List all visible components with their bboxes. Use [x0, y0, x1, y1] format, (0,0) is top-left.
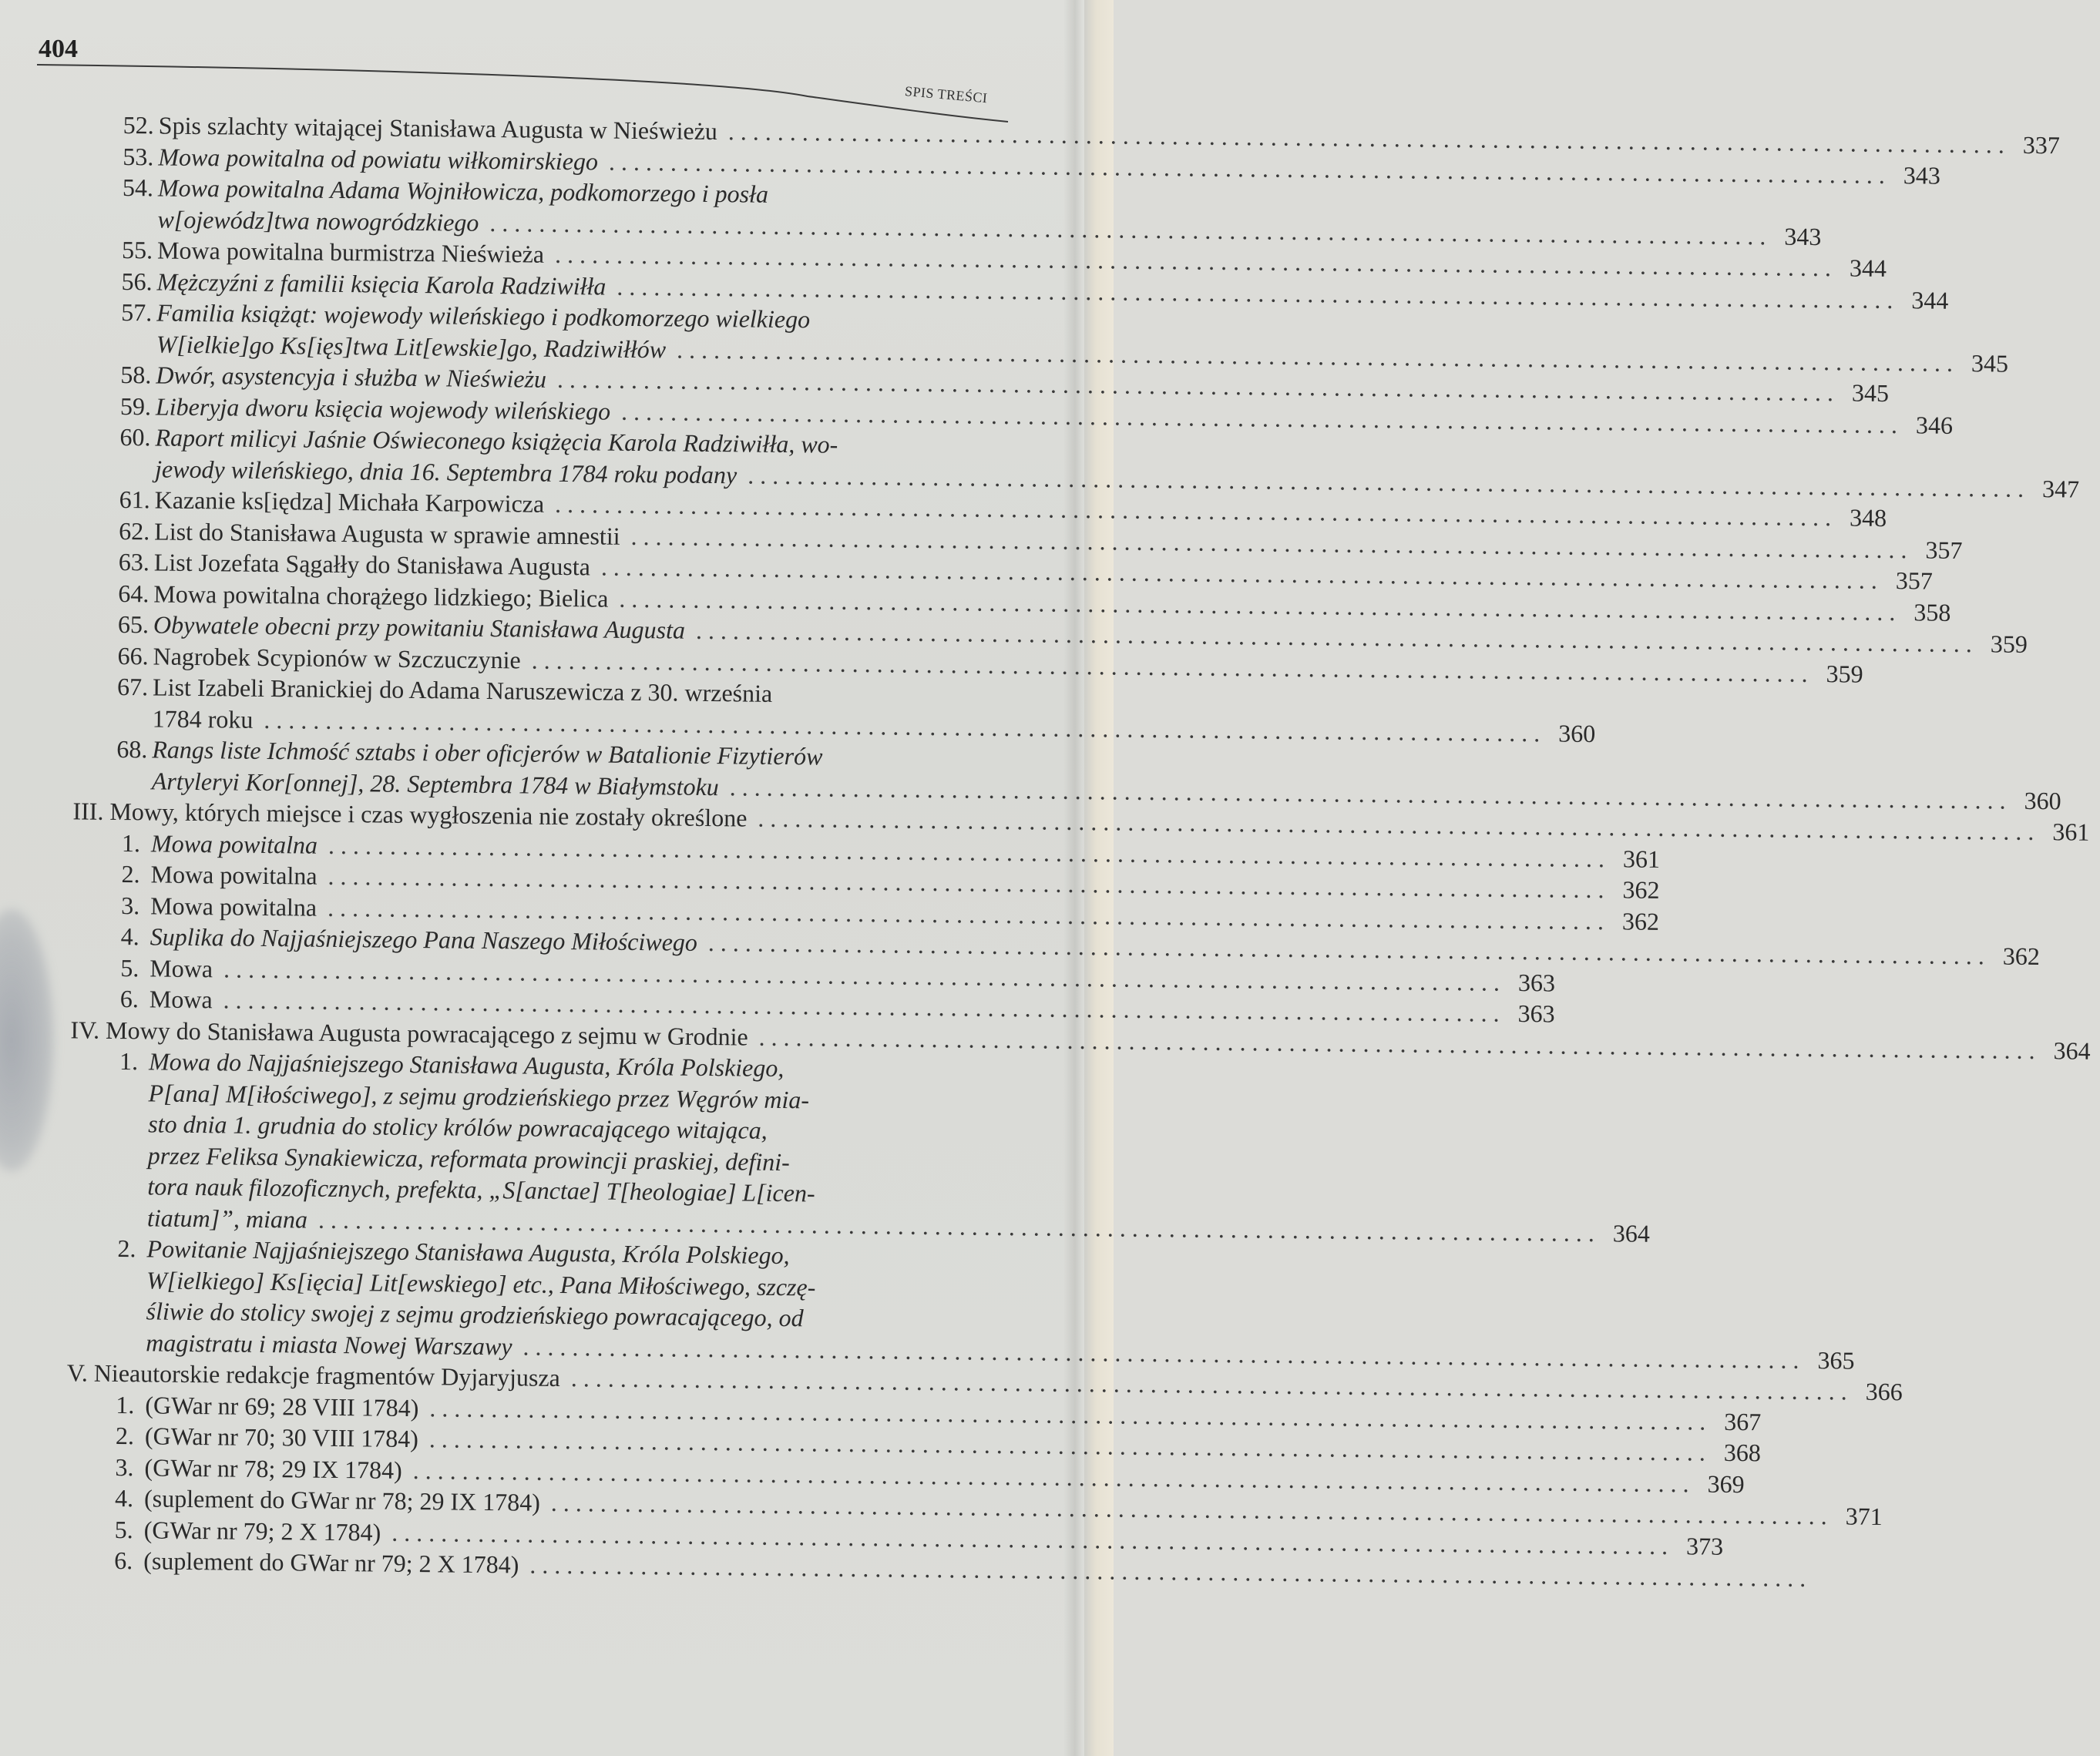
- toc-entry[interactable]: [116, 734, 2061, 814]
- toc-entry-title-line: Raport milicyi Jaśnie Oświeconego książęcia Karola Radziwiłła, wo-: [155, 423, 838, 458]
- toc-entry-number: 59.: [119, 391, 152, 420]
- toc-page-number[interactable]: 361: [1622, 844, 1661, 873]
- running-head: SPIS TREŚCI: [904, 83, 989, 106]
- toc-entry-number: 67.: [116, 672, 149, 701]
- toc-entry-title: [146, 1233, 1856, 1375]
- toc-entry[interactable]: [116, 1233, 1855, 1375]
- toc-entry-number: 57.: [121, 297, 153, 327]
- toc-entry-title-line: (GWar nr 79; 2 X 1784): [143, 1515, 381, 1546]
- toc-entry-number: 66.: [117, 641, 149, 670]
- toc-entry-number: 3.: [120, 891, 140, 919]
- toc-entry-title-line: przez Feliksa Synakiewicza, reformata prowincji praskiej, defini-: [147, 1140, 790, 1176]
- toc-page-number[interactable]: 368: [1723, 1438, 1762, 1467]
- toc-entry-title-line: Nieautorskie redakcje fragmentów Dyjaryjusza: [93, 1358, 561, 1392]
- toc-page-number[interactable]: 360: [2024, 786, 2061, 814]
- toc-page-number[interactable]: 365: [1817, 1345, 1855, 1375]
- toc-page-number[interactable]: 345: [1971, 348, 2009, 378]
- toc-entry-title: [147, 1046, 1651, 1248]
- toc-page-number[interactable]: 369: [1707, 1469, 1745, 1498]
- toc-page-number[interactable]: 364: [2053, 1036, 2091, 1065]
- toc-entry-title-line: Mężczyźni z familii księcia Karola Radziwiłła: [156, 267, 606, 301]
- toc-entry-number: 63.: [118, 547, 150, 576]
- toc-entry-number: 1.: [116, 1390, 135, 1419]
- toc-entry-title-line: Powitanie Najjaśniejszego Stanisława Augusta, Króla Polskiego,: [146, 1234, 790, 1270]
- toc-entry-number: 3.: [115, 1452, 134, 1481]
- toc-page-number[interactable]: 358: [1914, 597, 1951, 626]
- toc-entry-number: 4.: [120, 922, 139, 951]
- toc-entry-number: 2.: [115, 1421, 135, 1450]
- toc-entry-title-line: Mowa: [149, 985, 213, 1014]
- toc-page-number[interactable]: 343: [1784, 222, 1822, 250]
- toc-page-number[interactable]: 362: [1622, 875, 1660, 904]
- toc-entry-title-line: (GWar nr 69; 28 VIII 1784): [145, 1390, 419, 1422]
- toc-entry-title-line: Rangs liste Ichmość sztabs i ober oficjerów w Batalionie Fizytierów: [152, 735, 823, 771]
- table-of-contents: [66, 109, 2091, 1586]
- toc-entry-title-line: Mowa powitalna: [150, 891, 318, 922]
- toc-entry-number: III.: [72, 797, 104, 825]
- toc-entry-title-line: Mowa powitalna chorążego lidzkiego; Bielica: [153, 579, 609, 613]
- toc-entry-title-line: Mowa powitalna Adama Wojniłowicza, podkomorzego i posła: [157, 173, 769, 208]
- toc-entry-title-line: List do Stanisława Augusta w sprawie amnestii: [154, 516, 620, 550]
- toc-entry-number: 6.: [114, 1546, 133, 1575]
- toc-entry-title-line: P[ana] M[iłościwego], z sejmu grodzieńskiego przez Węgrów mia-: [148, 1078, 810, 1113]
- toc-page-number[interactable]: 364: [1612, 1218, 1651, 1247]
- toc-page-number[interactable]: 345: [1851, 378, 1890, 408]
- toc-entry-title-line: Nagrobek Scypionów w Szczuczynie: [153, 641, 521, 673]
- toc-page-number[interactable]: 360: [1558, 719, 1596, 747]
- toc-entry-title-line: tora nauk filozoficznych, prefekta, „S[anctae] T[heologiae] L[icen-: [147, 1172, 815, 1207]
- toc-entry-title-line: W[ielkie]go Ks[ięs]twa Lit[ewskie]go, Radziwiłłów: [156, 329, 667, 363]
- toc-entry-number: 5.: [120, 953, 139, 982]
- toc-page-number[interactable]: 346: [1915, 410, 1954, 439]
- toc-entry-title-line: Dwór, asystencyja i służba w Nieświeżu: [156, 361, 547, 393]
- toc-page-number[interactable]: 359: [1826, 659, 1863, 688]
- toc-page-number[interactable]: 363: [1517, 999, 1555, 1028]
- toc-page-number[interactable]: 359: [1990, 630, 2028, 658]
- toc-entry-title-line: sto dnia 1. grudnia do stolicy królów powracającego witająca,: [148, 1110, 768, 1144]
- toc-entry-title-line: 1784 roku: [152, 703, 254, 734]
- toc-page-number[interactable]: 362: [1621, 906, 1660, 935]
- toc-entry-title-line: Obywatele obecni przy powitaniu Stanisława Augusta: [153, 610, 686, 644]
- toc-entry-title-line: jewody wileńskiego, dnia 16. Septembra 1784 roku podany: [154, 454, 738, 489]
- toc-entry-title-line: Mowa powitalna burmistrza Nieświeża: [156, 236, 545, 268]
- toc-entry-number: 53.: [123, 142, 154, 170]
- toc-entry-title-line: (suplement do GWar nr 79; 2 X 1784): [143, 1546, 519, 1579]
- toc-page-number[interactable]: 367: [1724, 1407, 1762, 1435]
- toc-entry-title-line: Liberyja dworu księcia wojewody wileńskiego: [155, 391, 611, 425]
- toc-page-number[interactable]: 362: [2002, 942, 2041, 971]
- toc-entry-number: 68.: [116, 734, 148, 764]
- toc-entry-title-line: tiatum]”, miana: [146, 1203, 308, 1234]
- toc-entry-number: 2.: [117, 1234, 136, 1263]
- toc-page-number[interactable]: 363: [1517, 968, 1556, 997]
- toc-entry-number: 56.: [121, 267, 153, 295]
- toc-entry[interactable]: [116, 671, 1596, 747]
- toc-entry-title-line: List Izabeli Branickiej do Adama Naruszewicza z 30. września: [152, 673, 773, 707]
- toc-entry-title-line: Mowa do Najjaśniejszego Stanisława Augusta, Króla Polskiego,: [148, 1047, 785, 1083]
- toc-page-number[interactable]: 348: [1849, 503, 1887, 532]
- finger-shadow: [0, 909, 54, 1171]
- toc-page-number[interactable]: 366: [1865, 1377, 1903, 1406]
- toc-entry[interactable]: [118, 1046, 1651, 1247]
- toc-entry-number: 4.: [114, 1483, 134, 1513]
- toc-page-number[interactable]: 357: [1895, 566, 1934, 595]
- toc-entry-title-line: (GWar nr 70; 30 VIII 1784): [144, 1422, 419, 1453]
- toc-entry-title-line: Suplika do Najjaśniejszego Pana Naszego Miłościwego: [150, 922, 698, 956]
- toc-entry-number: 54.: [122, 173, 154, 202]
- toc-entry-title-line: (GWar nr 78; 29 IX 1784): [144, 1452, 402, 1484]
- toc-page-number[interactable]: 373: [1685, 1531, 1724, 1560]
- toc-page-number[interactable]: 361: [2052, 818, 2090, 846]
- toc-page-number[interactable]: [1813, 1586, 1861, 1587]
- toc-entry-number: 65.: [117, 609, 150, 639]
- toc-entry-number: 52.: [123, 110, 154, 139]
- toc-entry-title-line: Familia książąt: wojewody wileńskiego i podkomorzego wielkiego: [156, 298, 811, 334]
- toc-entry-number: 5.: [114, 1515, 133, 1543]
- toc-entry-number: 1.: [119, 1047, 139, 1076]
- toc-entry-number: IV.: [70, 1015, 100, 1044]
- toc-entry-number: 2.: [121, 860, 140, 888]
- toc-page-number[interactable]: 371: [1845, 1502, 1883, 1531]
- toc-entry-number: 6.: [119, 985, 139, 1013]
- toc-entry-number: 60.: [119, 422, 151, 452]
- toc-entry-title-line: Mowy do Stanisława Augusta powracającego z sejmu w Grodnie: [105, 1016, 748, 1051]
- toc-page-number[interactable]: 343: [1903, 160, 1941, 190]
- toc-entry-number: 58.: [120, 360, 152, 389]
- toc-entry-number: 61.: [119, 485, 150, 514]
- toc-entry-title-line: w[ojewódz]twa nowogródzkiego: [157, 204, 479, 237]
- toc-page-number[interactable]: 347: [2041, 474, 2080, 503]
- page-number: 404: [39, 35, 78, 63]
- toc-entry-title-line: Mowa powitalna: [150, 828, 318, 859]
- toc-entry-number: V.: [66, 1358, 89, 1387]
- toc-page-number[interactable]: 344: [1849, 253, 1887, 282]
- toc-entry-title-line: Artyleryi Kor[onnej], 28. Septembra 1784 w Białymstoku: [151, 766, 719, 801]
- toc-entry-title-line: Mowy, których miejsce i czas wygłoszenia nie zostały określone: [109, 797, 748, 832]
- toc-entry-title-line: Mowa powitalna: [150, 860, 318, 890]
- toc-entry-number: 1.: [121, 828, 141, 857]
- toc-entry-title-line: (suplement do GWar nr 78; 29 IX 1784): [143, 1484, 541, 1516]
- toc-entry-title-line: Mowa powitalna od powiatu wiłkomirskiego: [158, 142, 599, 175]
- toc-entry-title-line: śliwie do stolicy swojej z sejmu grodzieńskiego powracającego, od: [146, 1297, 804, 1332]
- toc-entry-title-line: List Jozefata Sągałły do Stanisława Augusta: [153, 548, 591, 581]
- toc-entry-number: 64.: [118, 579, 150, 607]
- toc-page-number[interactable]: 357: [1925, 536, 1963, 564]
- toc-page-number[interactable]: 337: [2022, 130, 2061, 159]
- toc-page-number[interactable]: 344: [1911, 285, 1949, 314]
- toc-entry-title-line: magistratu i miasta Nowej Warszawy: [146, 1328, 512, 1360]
- toc-entry-title-line: Spis szlachty witającej Stanisława Augusta w Nieświeżu: [158, 111, 718, 146]
- toc-entry-number: 62.: [119, 516, 150, 545]
- toc-entry-title-line: Kazanie ks[iędza] Michała Karpowicza: [154, 485, 545, 518]
- toc-entry-number: 55.: [121, 235, 153, 264]
- toc-entry-title-line: W[ielkiego] Ks[ięcia] Lit[ewskiego] etc., Pana Miłościwego, szczę-: [146, 1265, 816, 1301]
- toc-entry-title-line: Mowa: [150, 953, 213, 982]
